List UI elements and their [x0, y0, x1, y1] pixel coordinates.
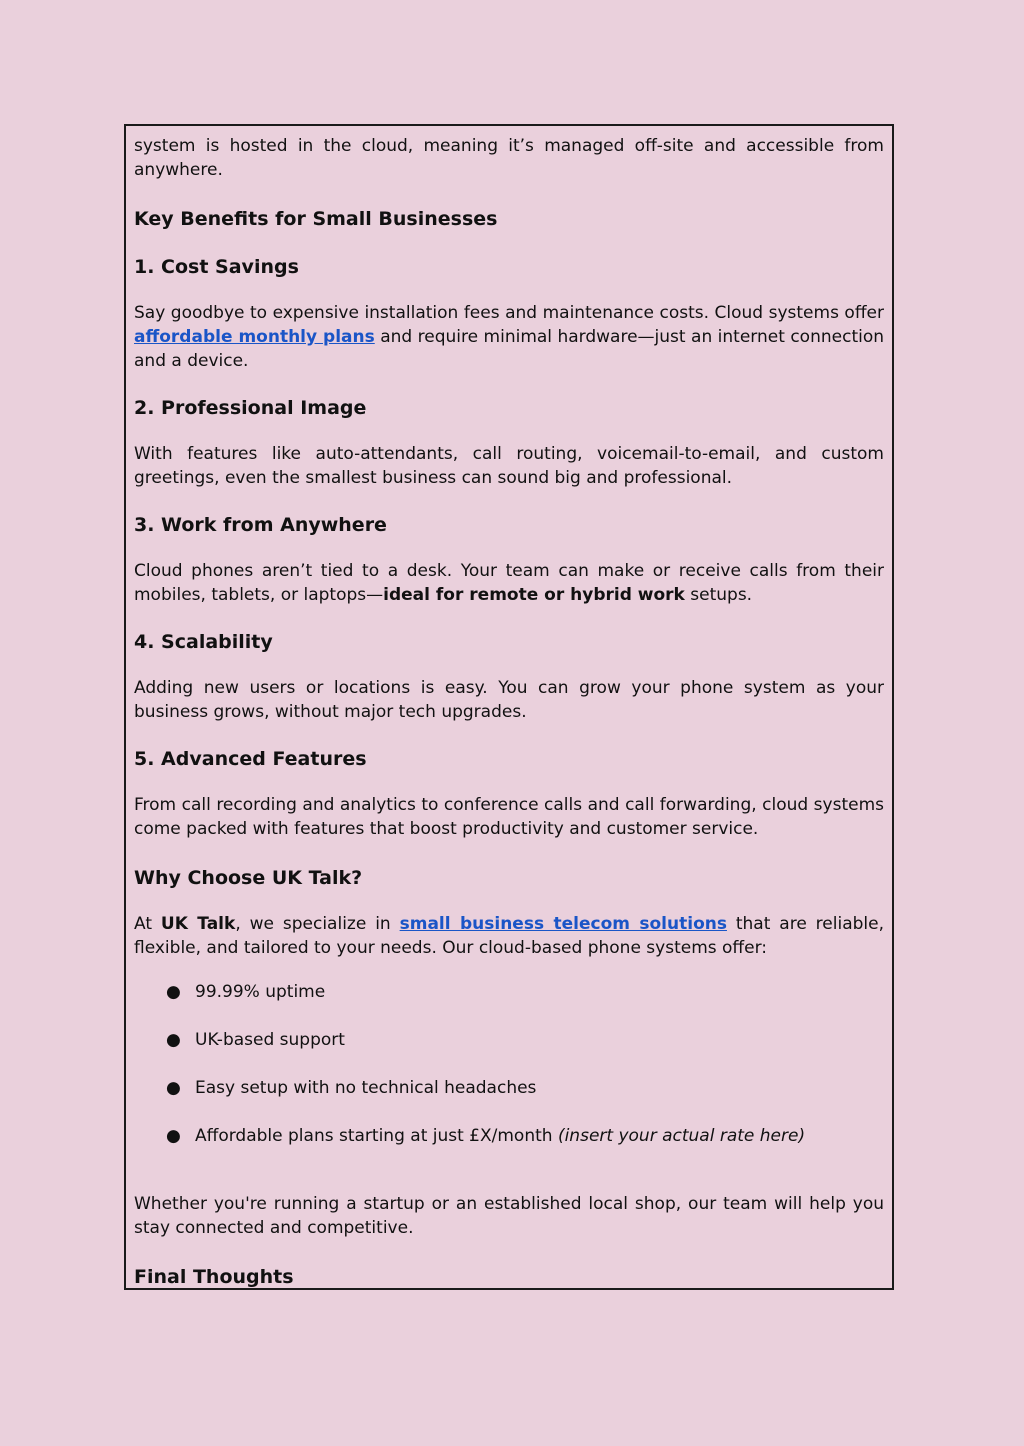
benefit-heading-advanced-features: 5. Advanced Features — [134, 748, 367, 770]
bullet-icon: ● — [166, 1078, 181, 1098]
why-choose-paragraph: At UK Talk, we specialize in small business telecom solutions that are reliable, flexible, and tailored to your needs. Our cloud-based phone systems offer: — [134, 914, 884, 958]
remote-work-emphasis: ideal for remote or hybrid work — [383, 585, 685, 605]
benefit-text-advanced-features: From call recording and analytics to conference calls and call forwarding, cloud systems come packed with features that boost productivity and customer service. — [134, 795, 884, 839]
benefit-text-work-from-anywhere: Cloud phones aren’t tied to a desk. Your team can make or receive calls from their mobiles, tablets, or laptops—ideal for remote or hybrid work setups. — [134, 561, 884, 605]
benefit-text-cost-savings: Say goodbye to expensive installation fees and maintenance costs. Cloud systems offer affordable monthly plans and require minimal hardware—just an internet connection and a device. — [134, 303, 885, 371]
benefit-heading-cost-savings: 1. Cost Savings — [134, 256, 299, 278]
benefit-text-scalability: Adding new users or locations is easy. You can grow your phone system as your business grows, without major tech upgrades. — [134, 678, 884, 722]
list-item: ● Affordable plans starting at just £X/month (insert your actual rate here) — [166, 1126, 806, 1146]
bullet-icon: ● — [166, 1030, 181, 1050]
rate-note: (insert your actual rate here) — [557, 1126, 806, 1146]
document-content-box — [124, 124, 894, 1290]
final-thoughts-heading: Final Thoughts — [134, 1266, 294, 1288]
why-choose-heading: Why Choose UK Talk? — [134, 867, 363, 889]
list-item: ● 99.99% uptime — [166, 982, 326, 1002]
offer-list — [134, 980, 884, 1148]
bullet-icon: ● — [166, 1126, 181, 1146]
benefit-heading-scalability: 4. Scalability — [134, 631, 273, 653]
benefit-heading-work-from-anywhere: 3. Work from Anywhere — [134, 514, 387, 536]
bullet-icon: ● — [166, 982, 181, 1002]
list-item: ● UK-based support — [166, 1030, 345, 1050]
key-benefits-heading: Key Benefits for Small Businesses — [134, 208, 498, 230]
benefit-text-professional-image: With features like auto-attendants, call routing, voicemail-to-email, and custom greetings, even the smallest business can sound big and professional. — [134, 444, 884, 488]
affordable-monthly-plans-link[interactable]: affordable monthly plans — [134, 327, 375, 347]
small-business-telecom-link[interactable]: small business telecom solutions — [399, 914, 727, 934]
intro-paragraph: system is hosted in the cloud, meaning it’s managed off-site and accessible from anywhere. — [134, 136, 884, 180]
list-item: ● Easy setup with no technical headaches — [166, 1078, 537, 1098]
benefit-heading-professional-image: 2. Professional Image — [134, 397, 367, 419]
closing-paragraph: Whether you're running a startup or an established local shop, our team will help you stay connected and competitive. — [134, 1194, 884, 1238]
brand-name: UK Talk — [160, 914, 236, 934]
